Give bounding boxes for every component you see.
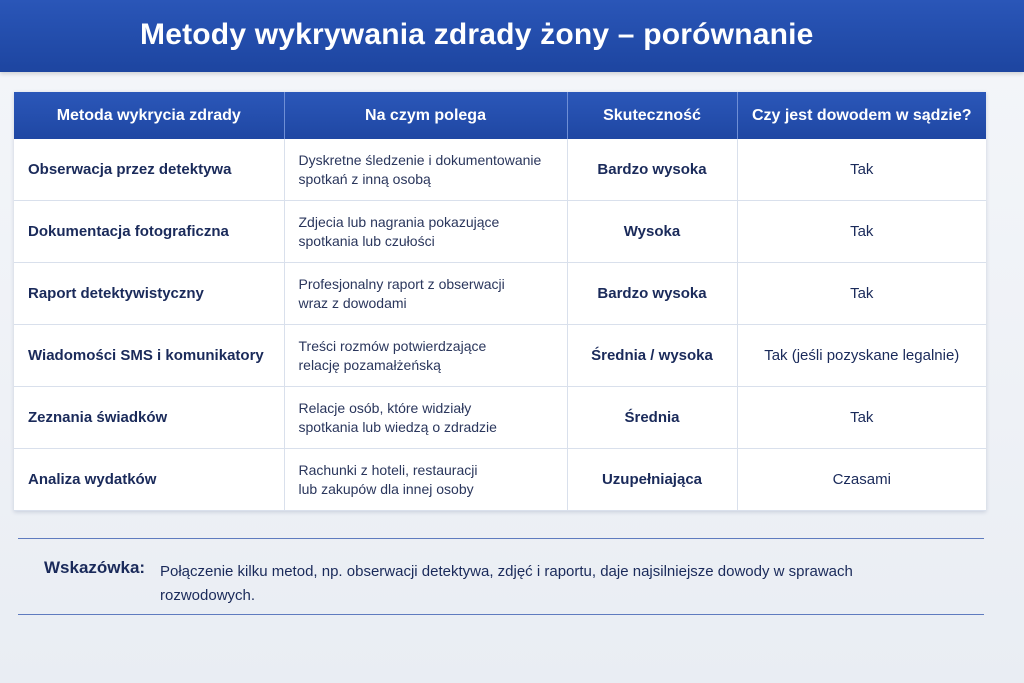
header-band	[0, 0, 1024, 72]
method-cell: Analiza wydatków	[14, 449, 284, 511]
method-cell: Raport detektywistyczny	[14, 263, 284, 325]
tip-text: Połączenie kilku metod, np. obserwacji detektywa, zdjęć i raportu, daje najsilniejsze dowody w sprawach rozwodowych.	[160, 563, 853, 604]
court-evidence-cell: Tak	[737, 201, 986, 263]
table-row	[14, 201, 986, 263]
column-header-court-evidence: Czy jest dowodem w sądzie?	[737, 92, 986, 139]
method-cell: Obserwacja przez detektywa	[14, 139, 284, 201]
description-cell: Profesjonalny raport z obserwacji wraz z dowodami	[284, 263, 567, 325]
description-cell: Zdjecia lub nagrania pokazujące spotkania lub czułości	[284, 201, 567, 263]
effectiveness-cell: Średnia / wysoka	[567, 325, 737, 387]
page-title: Metody wykrywania zdrady żony – porównanie	[140, 18, 814, 51]
tip-top-divider	[18, 538, 984, 539]
description-cell: Relacje osób, które widziały spotkania lub wiedzą o zdradzie	[284, 387, 567, 449]
court-evidence-cell: Tak	[737, 263, 986, 325]
description-cell: Dyskretne śledzenie i dokumentowanie spotkań z inną osobą	[284, 139, 567, 201]
comparison-table	[14, 92, 986, 511]
table-row	[14, 449, 986, 511]
table-header-row	[14, 92, 986, 139]
effectiveness-cell: Bardzo wysoka	[567, 263, 737, 325]
method-cell: Dokumentacja fotograficzna	[14, 201, 284, 263]
description-cell: Treści rozmów potwierdzające relację pozamałżeńską	[284, 325, 567, 387]
description-cell: Rachunki z hoteli, restauracji lub zakupów dla innej osoby	[284, 449, 567, 511]
table-row	[14, 139, 986, 201]
court-evidence-cell: Czasami	[737, 449, 986, 511]
effectiveness-cell: Średnia	[567, 387, 737, 449]
court-evidence-cell: Tak	[737, 387, 986, 449]
column-header-effectiveness: Skuteczność	[567, 92, 737, 139]
method-cell: Wiadomości SMS i komunikatory	[14, 325, 284, 387]
method-cell: Zeznania świadków	[14, 387, 284, 449]
court-evidence-cell: Tak (jeśli pozyskane legalnie)	[737, 325, 986, 387]
table-row	[14, 263, 986, 325]
table-row	[14, 325, 986, 387]
table-row	[14, 387, 986, 449]
effectiveness-cell: Uzupełniająca	[567, 449, 737, 511]
column-header-method: Metoda wykrycia zdrady	[14, 92, 284, 139]
comparison-table-container	[14, 92, 986, 511]
tip-label: Wskazówka:	[44, 558, 146, 577]
tip-bottom-divider	[18, 614, 984, 615]
effectiveness-cell: Bardzo wysoka	[567, 139, 737, 201]
court-evidence-cell: Tak	[737, 139, 986, 201]
effectiveness-cell: Wysoka	[567, 201, 737, 263]
column-header-description: Na czym polega	[284, 92, 567, 139]
